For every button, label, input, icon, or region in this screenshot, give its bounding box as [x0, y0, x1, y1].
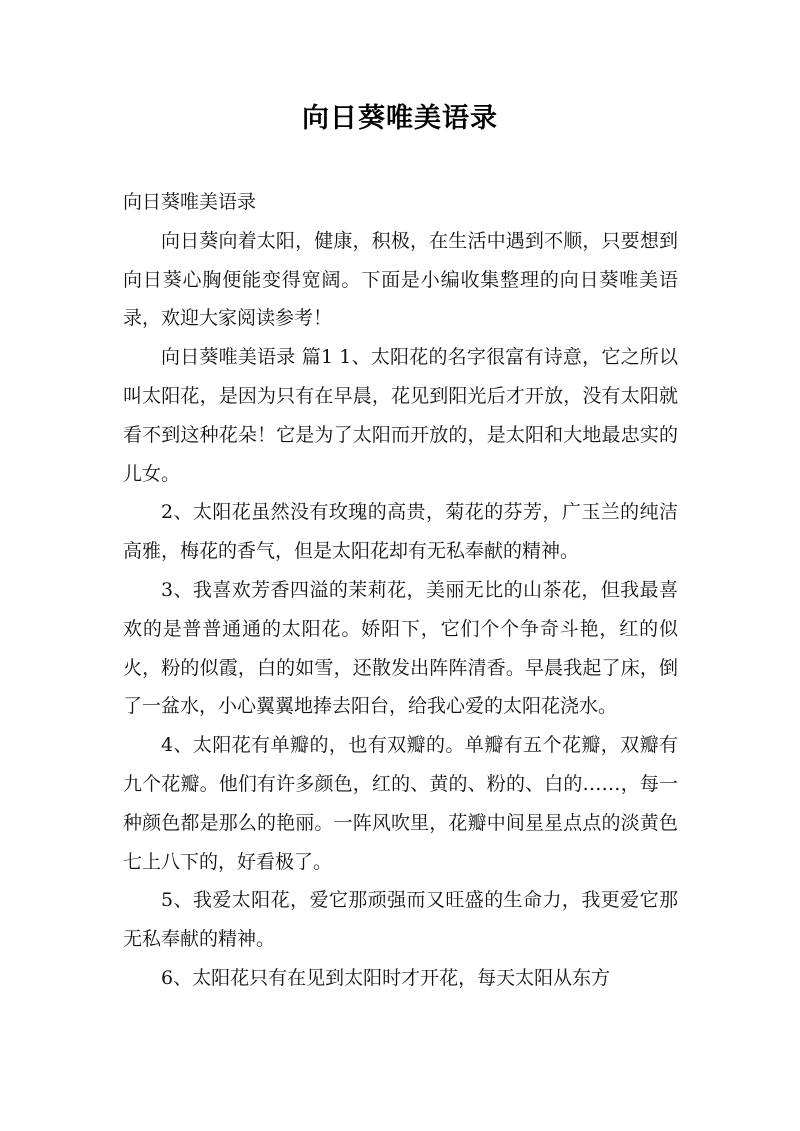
paragraph-item-4: 4、太阳花有单瓣的，也有双瓣的。单瓣有五个花瓣，双瓣有九个花瓣。他们有许多颜色，红的、黄的、粉的、白的……，每一种颜色都是那么的艳丽。一阵风吹里，花瓣中间星星点点的淡黄色七上八下的，好看极了。 [123, 734, 678, 873]
document-title: 向日葵唯美语录 [302, 103, 498, 134]
paragraph-item-6: 6、太阳花只有在见到太阳时才开花，每天太阳从东方 [161, 966, 611, 989]
document-subtitle: 向日葵唯美语录 [123, 191, 257, 213]
paragraph-item-3: 3、我喜欢芳香四溢的茉莉花，美丽无比的山茶花，但我最喜欢的是普普通通的太阳花。娇阳下，它们个个争奇斗艳，红的似火，粉的似霞，白的如雪，还散发出阵阵清香。早晨我起了床，倒了一盆水，小心翼翼地捧去阳台，给我心爱的太阳花浇水。 [123, 578, 678, 718]
paragraph-item-5: 5、我爱太阳花，爱它那顽强而又旺盛的生命力，我更爱它那无私奉献的精神。 [123, 889, 678, 951]
paragraph-intro: 向日葵向着太阳，健康，积极，在生活中遇到不顺，只要想到向日葵心胸便能变得宽阔。下面是小编收集整理的向日葵唯美语录，欢迎大家阅读参考！ [123, 229, 678, 330]
paragraph-item-1: 向日葵唯美语录 篇1 1、太阳花的名字很富有诗意，它之所以叫太阳花，是因为只有在早晨，花见到阳光后才开放，没有太阳就看不到这种花朵！它是为了太阳而开放的，是太阳和大地最忠实的儿女。 [123, 346, 678, 485]
document-body [123, 183, 678, 998]
paragraph-item-2: 2、太阳花虽然没有玫瑰的高贵，菊花的芬芳，广玉兰的纯洁高雅，梅花的香气，但是太阳花却有无私奉献的精神。 [123, 501, 678, 563]
